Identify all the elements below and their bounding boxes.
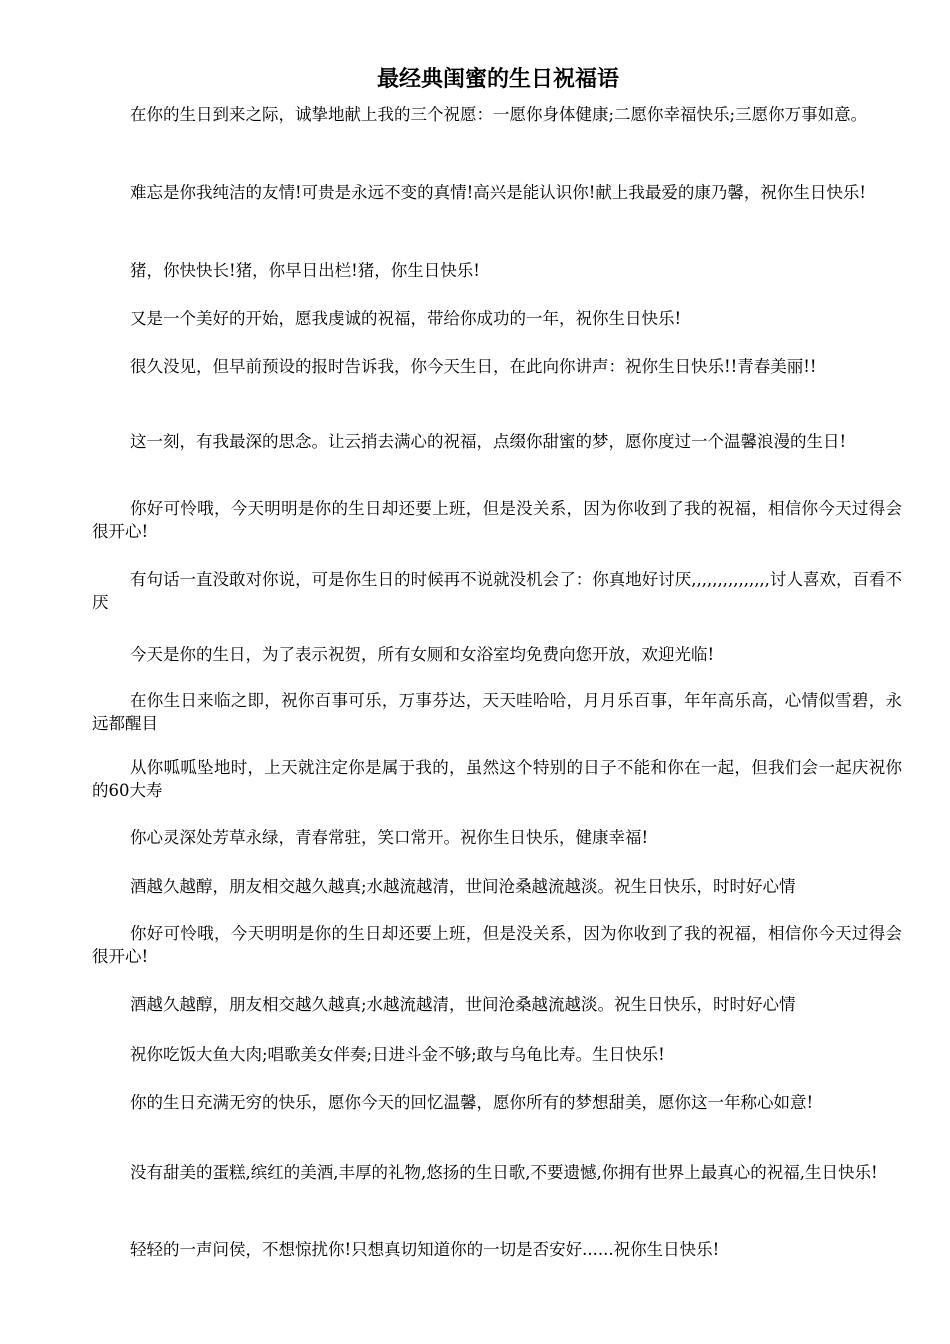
paragraph: 从你呱呱坠地时，上天就注定你是属于我的，虽然这个特别的日子不能和你在一起，但我们会一起庆祝你的60大寿 bbox=[92, 758, 902, 800]
paragraph: 轻轻的一声问侯，不想惊扰你!只想真切知道你的一切是否安好......祝你生日快乐! bbox=[130, 1240, 720, 1259]
paragraph: 你好可怜哦，今天明明是你的生日却还要上班，但是没关系，因为你收到了我的祝福，相信你今天过得会很开心! bbox=[92, 924, 902, 966]
paragraph: 难忘是你我纯洁的友情!可贵是永远不变的真情!高兴是能认识你!献上我最爱的康乃馨，祝你生日快乐! bbox=[130, 183, 867, 202]
paragraph: 又是一个美好的开始，愿我虔诚的祝福，带给你成功的一年，祝你生日快乐! bbox=[130, 309, 682, 328]
paragraph: 你心灵深处芳草永绿，青春常驻，笑口常开。祝你生日快乐，健康幸福! bbox=[130, 828, 649, 847]
paragraph: 很久没见，但早前预设的报时告诉我，你今天生日，在此向你讲声：祝你生日快乐!!青春美丽!! bbox=[130, 357, 817, 376]
paragraph: 祝你吃饭大鱼大肉;唱歌美女伴奏;日进斗金不够;敢与乌龟比寿。生日快乐! bbox=[130, 1045, 665, 1064]
paragraph: 没有甜美的蛋糕,缤红的美酒,丰厚的礼物,悠扬的生日歌,不要遗憾,你拥有世界上最真心的祝福,生日快乐! bbox=[130, 1163, 878, 1182]
paragraph: 你的生日充满无穷的快乐，愿你今天的回忆温馨，愿你所有的梦想甜美，愿你这一年称心如意! bbox=[130, 1093, 814, 1112]
paragraph: 酒越久越醇，朋友相交越久越真;水越流越清，世间沧桑越流越淡。祝生日快乐，时时好心情 bbox=[130, 877, 796, 896]
paragraph: 酒越久越醇，朋友相交越久越真;水越流越清，世间沧桑越流越淡。祝生日快乐，时时好心情 bbox=[130, 995, 796, 1014]
paragraph: 在你生日来临之即，祝你百事可乐，万事芬达，天天哇哈哈，月月乐百事，年年高乐高，心情似雪碧，永远都醒目 bbox=[92, 691, 902, 733]
page-title: 最经典闺蜜的生日祝福语 bbox=[376, 67, 619, 92]
paragraph: 猪，你快快长!猪，你早日出栏!猪，你生日快乐! bbox=[130, 261, 480, 280]
paragraph: 今天是你的生日，为了表示祝贺，所有女厕和女浴室均免费向您开放，欢迎光临! bbox=[130, 645, 715, 664]
paragraph: 这一刻，有我最深的思念。让云捎去满心的祝福，点缀你甜蜜的梦，愿你度过一个温馨浪漫的生日! bbox=[130, 432, 847, 451]
paragraph: 你好可怜哦，今天明明是你的生日却还要上班，但是没关系，因为你收到了我的祝福，相信你今天过得会很开心! bbox=[92, 499, 902, 541]
paragraph: 有句话一直没敢对你说，可是你生日的时候再不说就没机会了：你真地好讨厌,,,,,,,,,,,,,,,讨人喜欢，百看不厌 bbox=[92, 570, 902, 612]
paragraph: 在你的生日到来之际，诚挚地献上我的三个祝愿：一愿你身体健康;二愿你幸福快乐;三愿你万事如意。 bbox=[130, 105, 868, 124]
